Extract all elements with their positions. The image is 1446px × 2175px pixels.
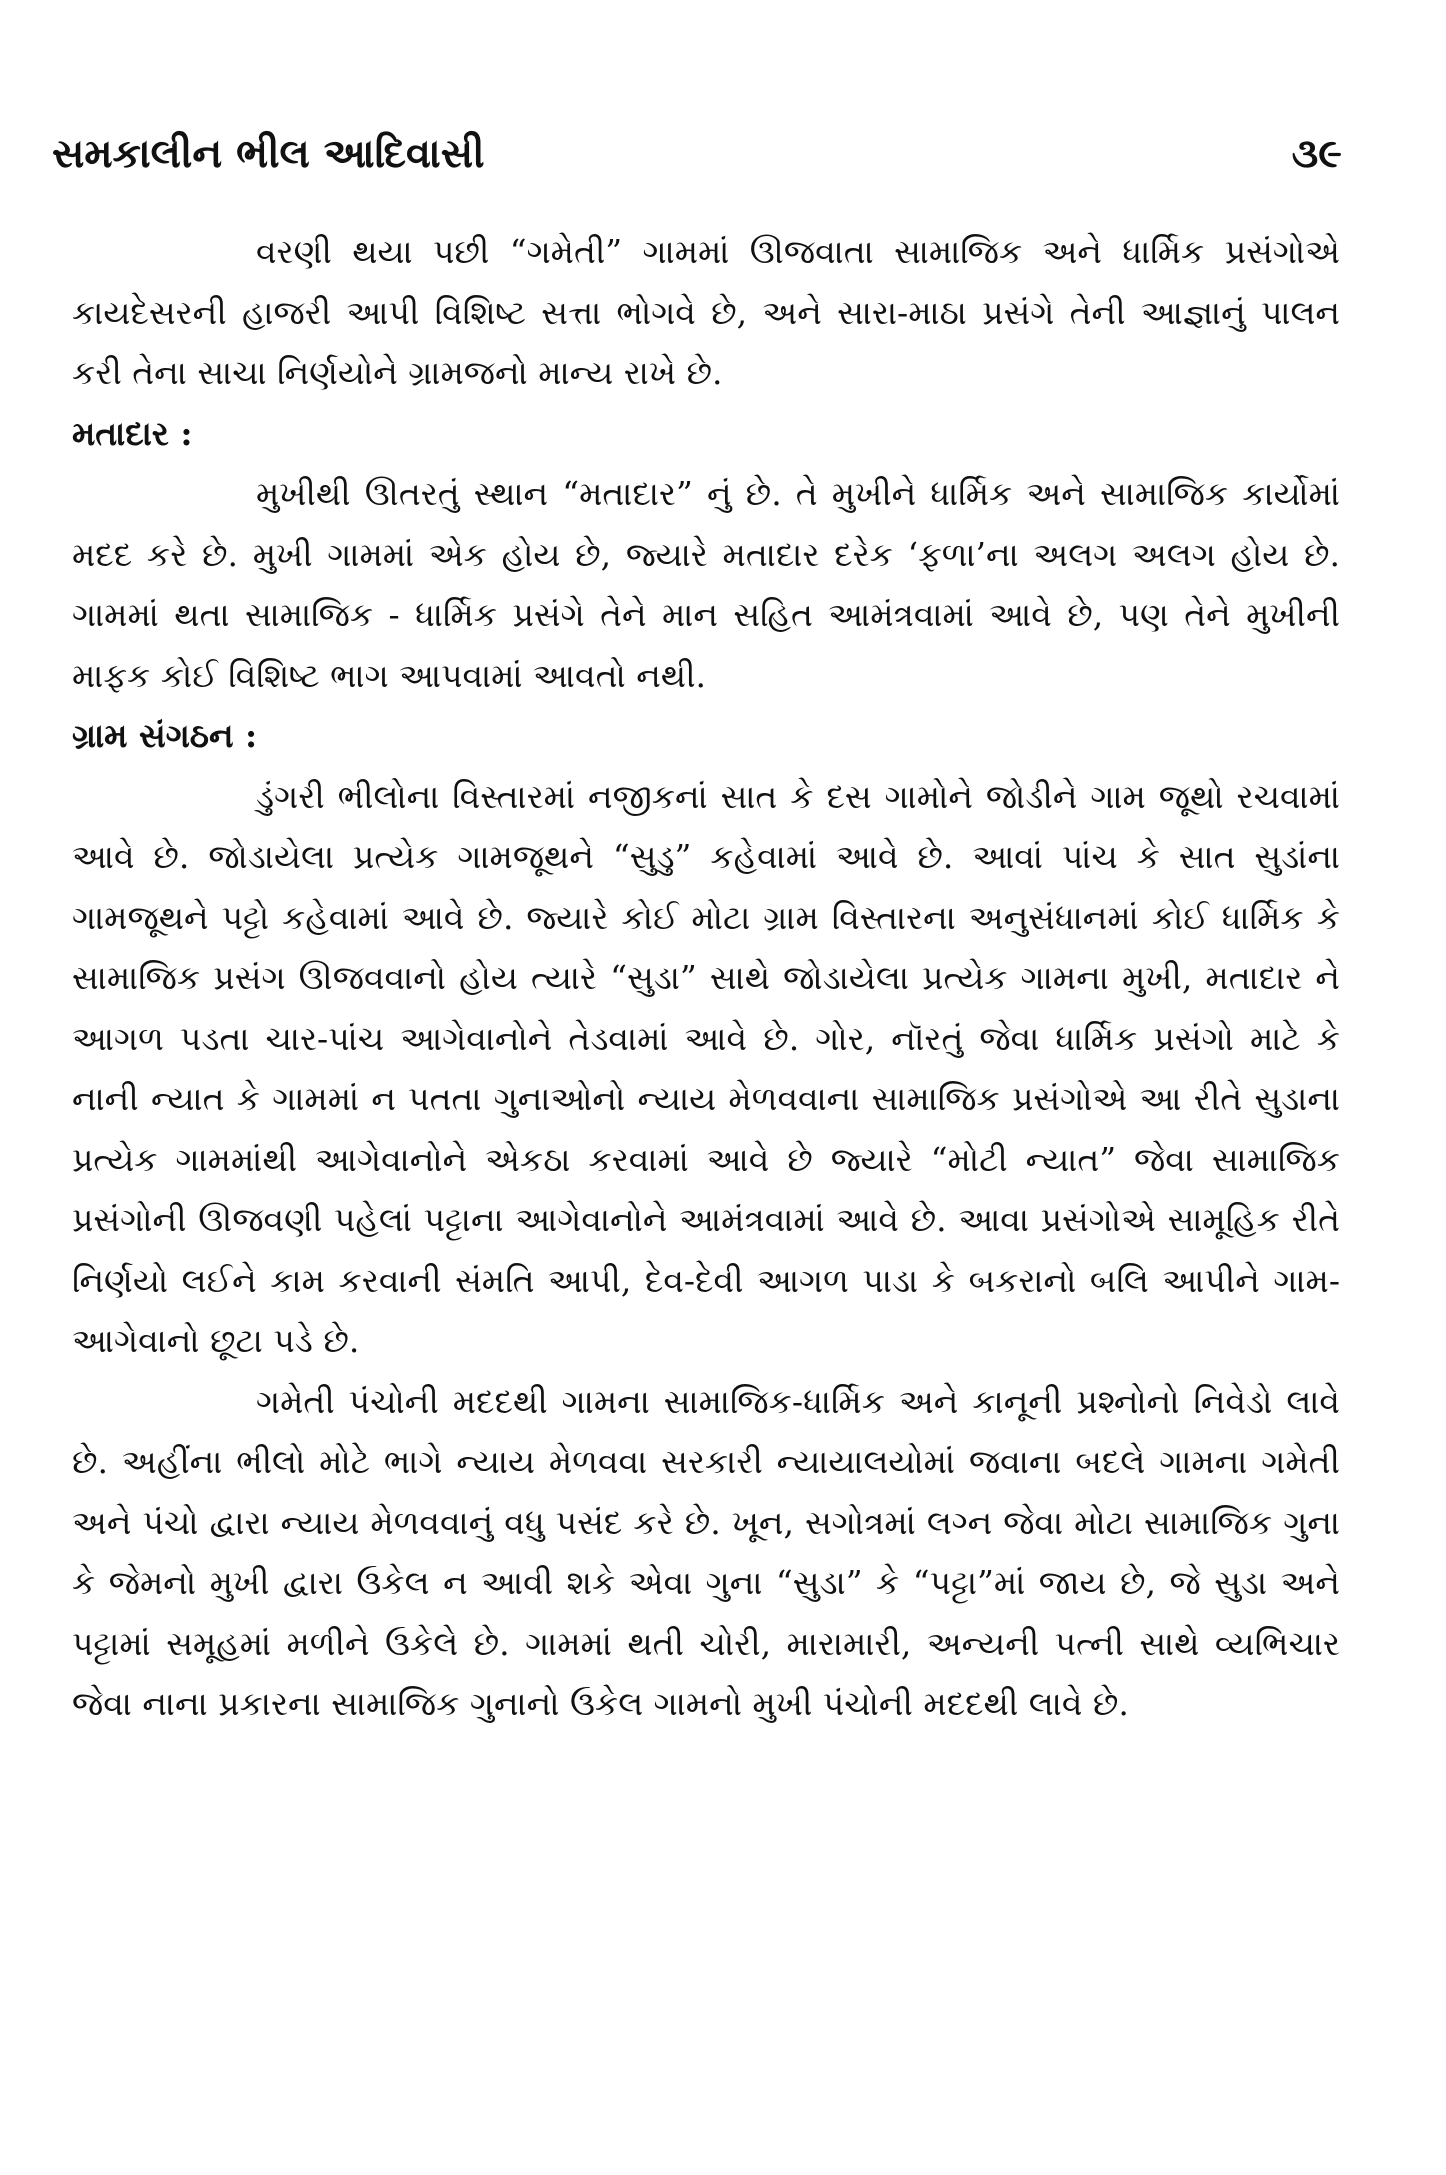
paragraph-1: વરણી થયા પછી “ગમેતી” ગામમાં ઊજવાતા સામાજિક અને ધાર્મિક પ્રસંગોએ કાયદેસરની હાજરી આપી વિશિષ્ટ સત્તા ભોગવે છે, અને સારા-માઠા પ્રસંગે તેની આજ્ઞાનું પાલન કરી તેના સાચા નિર્ણયોને ગ્રામજનો માન્ય રાખે છે.: [72, 232, 1340, 392]
section-heading-gram-sangathan: ગ્રામ સંગઠન :: [72, 716, 258, 755]
running-header: [52, 118, 1342, 188]
page-body: [72, 222, 1340, 1735]
paragraph-4: ગમેતી પંચોની મદદથી ગામના સામાજિક-ધાર્મિક અને કાનૂની પ્રશ્નોનો નિવેડો લાવે છે. અહીંના ભીલો મોટે ભાગે ન્યાય મેળવવા સરકારી ન્યાયાલયોમાં જવાના બદલે ગામના ગમેતી અને પંચો દ્વારા ન્યાય મેળવવાનું વધુ પસંદ કરે છે. ખૂન, સગોત્રમાં લગ્ન જેવા મોટા સામાજિક ગુના કે જેમનો મુખી દ્વારા ઉકેલ ન આવી શકે એવા ગુના “સુડા” કે “પટ્ટા”માં જાય છે, જે સુડા અને પટ્ટામાં સમૂહમાં મળીને ઉકેલે છે. ગામમાં થતી ચોરી, મારામારી, અન્યની પત્ની સાથે વ્યભિચાર જેવા નાના પ્રકારના સામાજિક ગુનાનો ઉકેલ ગામનો મુખી પંચોની મદદથી લાવે છે.: [72, 1381, 1340, 1723]
book-title: સમકાલીન ભીલ આદિવાસી: [52, 129, 485, 177]
paragraph-2: મુખીથી ઊતરતું સ્થાન “મતાદાર” નું છે. તે મુખીને ધાર્મિક અને સામાજિક કાર્યોમાં મદદ કરે છે. મુખી ગામમાં એક હોય છે, જ્યારે મતાદાર દરેક ‘ફળા’ના અલગ અલગ હોય છે. ગામમાં થતા સામાજિક - ધાર્મિક પ્રસંગે તેને માન સહિત આમંત્રવામાં આવે છે, પણ તેને મુખીની માફક કોઈ વિશિષ્ટ ભાગ આપવામાં આવતો નથી.: [72, 474, 1340, 695]
page-number: ૩૯: [1291, 129, 1342, 177]
section-heading-matadar: મતાદાર :: [72, 413, 193, 453]
paragraph-3: ડુંગરી ભીલોના વિસ્તારમાં નજીકનાં સાત કે દસ ગામોને જોડીને ગામ જૂથો રચવામાં આવે છે. જોડાયેલા પ્રત્યેક ગામજૂથને “સુડુ” કહેવામાં આવે છે. આવાં પાંચ કે સાત સુડાંના ગામજૂથને પટ્ટો કહેવામાં આવે છે. જ્યારે કોઈ મોટા ગ્રામ વિસ્તારના અનુસંધાનમાં કોઈ ધાર્મિક કે સામાજિક પ્રસંગ ઊજવવાનો હોય ત્યારે “સુડા” સાથે જોડાયેલા પ્રત્યેક ગામના મુખી, મતાદાર ને આગળ પડતા ચાર-પાંચ આગેવાનોને તેડવામાં આવે છે. ગોર, નૉરતું જેવા ધાર્મિક પ્રસંગો માટે કે નાની ન્યાત કે ગામમાં ન પતતા ગુનાઓનો ન્યાય મેળવવાના સામાજિક પ્રસંગોએ આ રીતે સુડાના પ્રત્યેક ગામમાંથી આગેવાનોને એકઠા કરવામાં આવે છે જ્યારે “મોટી ન્યાત” જેવા સામાજિક પ્રસંગોની ઊજવણી પહેલાં પટ્ટાના આગેવાનોને આમંત્રવામાં આવે છે. આવા પ્રસંગોએ સામૂહિક રીતે નિર્ણયો લઈને કામ કરવાની સંમતિ આપી, દેવ-દેવી આગળ પાડા કે બકરાનો બલિ આપીને ગામ-આગેવાનો છૂટા પડે છે.: [72, 776, 1340, 1360]
